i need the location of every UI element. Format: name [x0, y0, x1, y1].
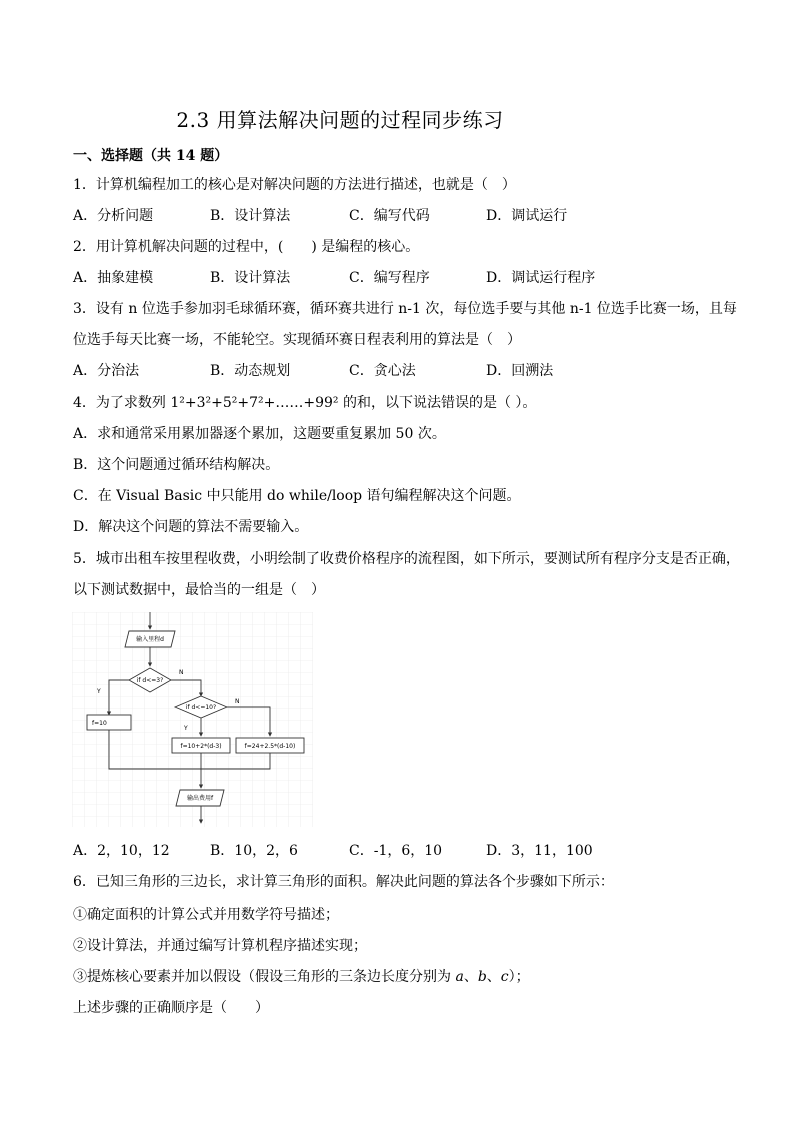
- separator: 、: [463, 969, 478, 985]
- decision-1-yes-label: Y: [97, 688, 101, 695]
- question-1-options: [73, 206, 693, 226]
- option-c: C．贪心法: [349, 363, 416, 379]
- decision-2-label: if d<=10?: [185, 704, 217, 711]
- separator: 、: [486, 969, 501, 985]
- var-c: c: [500, 969, 509, 985]
- process-box-1-label: f=10: [92, 720, 107, 727]
- option-a: A．分治法: [73, 363, 140, 379]
- question-5-options: [73, 841, 693, 861]
- question-4-statement-c: C．在 Visual Basic 中只能用 do while/loop 语句编程解决这个问题。: [73, 488, 521, 504]
- question-3-stem-line-1: 3．设有 n 位选手参加羽毛球循环赛，循环赛共进行 n-1 次，每位选手要与其他 n-1 位选手比赛一场，且每: [73, 301, 737, 317]
- option-a: A．分析问题: [73, 208, 154, 224]
- output-label: 输出费用f: [186, 795, 214, 802]
- option-d: D．回溯法: [486, 363, 554, 379]
- question-2-options: [73, 268, 693, 288]
- option-a: A．2，10，12: [73, 843, 170, 859]
- page-title: 2.3 用算法解决问题的过程同步练习: [176, 108, 504, 132]
- step-3-suffix: ）；: [508, 969, 530, 985]
- question-6-step-3: [73, 967, 530, 987]
- question-5-stem-line-2: 以下测试数据中，最恰当的一组是（ ）: [73, 582, 325, 598]
- section-heading: 一、选择题（共 14 题）: [73, 148, 229, 164]
- process-box-2-label: f=10+2*(d-3): [180, 743, 222, 750]
- option-d: D．调试运行程序: [486, 270, 596, 286]
- question-6-step-2: ②设计算法，并通过编写计算机程序描述实现；: [73, 938, 367, 954]
- step-3-prefix: ③提炼核心要素并加以假设（假设三角形的三条边长度分别为: [73, 969, 456, 985]
- question-6-ask: 上述步骤的正确顺序是（ ）: [73, 1000, 269, 1016]
- decision-1-no-label: N: [179, 669, 184, 676]
- question-4-stem: 4．为了求数列 1²+3²+5²+7²+……+99² 的和，以下说法错误的是（ ）。: [73, 395, 537, 411]
- question-1-stem: 1．计算机编程加工的核心是对解决问题的方法进行描述，也就是（ ）: [73, 177, 516, 193]
- question-5-stem-line-1: 5．城市出租车按里程收费，小明绘制了收费价格程序的流程图，如下所示，要测试所有程序分支是否正确，: [73, 551, 740, 567]
- question-4-statement-d: D．解决这个问题的算法不需要输入。: [73, 519, 309, 535]
- option-b: B．10，2，6: [210, 843, 298, 859]
- question-4-statement-a: A．求和通常采用累加器逐个累加，这题要重复累加 50 次。: [73, 426, 446, 442]
- input-label: 输入里程d: [136, 636, 164, 643]
- process-box-3-label: f=24+2.5*(d-10): [244, 743, 296, 750]
- option-a: A．抽象建模: [73, 270, 154, 286]
- question-3-options: [73, 361, 693, 381]
- option-b: B．动态规划: [210, 363, 291, 379]
- var-a: a: [455, 969, 464, 985]
- question-4-statement-b: B．这个问题通过循环结构解决。: [73, 457, 280, 473]
- decision-2-yes-label: Y: [184, 725, 188, 732]
- question-3-stem-line-2: 位选手每天比赛一场，不能轮空。实现循环赛日程表利用的算法是（ ）: [73, 332, 521, 348]
- option-c: C．-1，6，10: [349, 843, 443, 859]
- option-c: C．编写程序: [349, 270, 430, 286]
- option-b: B．设计算法: [210, 208, 291, 224]
- option-b: B．设计算法: [210, 270, 291, 286]
- question-2-stem: 2．用计算机解决问题的过程中，( ) 是编程的核心。: [73, 239, 420, 255]
- decision-2-no-label: N: [235, 698, 240, 705]
- var-b: b: [477, 969, 487, 985]
- option-c: C．编写代码: [349, 208, 430, 224]
- question-6-stem: 6．已知三角形的三边长，求计算三角形的面积。解决此问题的算法各个步骤如下所示：: [73, 874, 614, 890]
- fare-flowchart: [72, 612, 313, 827]
- option-d: D．调试运行: [486, 208, 568, 224]
- decision-1-label: if d<=3?: [136, 677, 164, 684]
- option-d: D．3，11，100: [486, 843, 593, 859]
- question-6-step-1: ①确定面积的计算公式并用数学符号描述；: [73, 907, 339, 923]
